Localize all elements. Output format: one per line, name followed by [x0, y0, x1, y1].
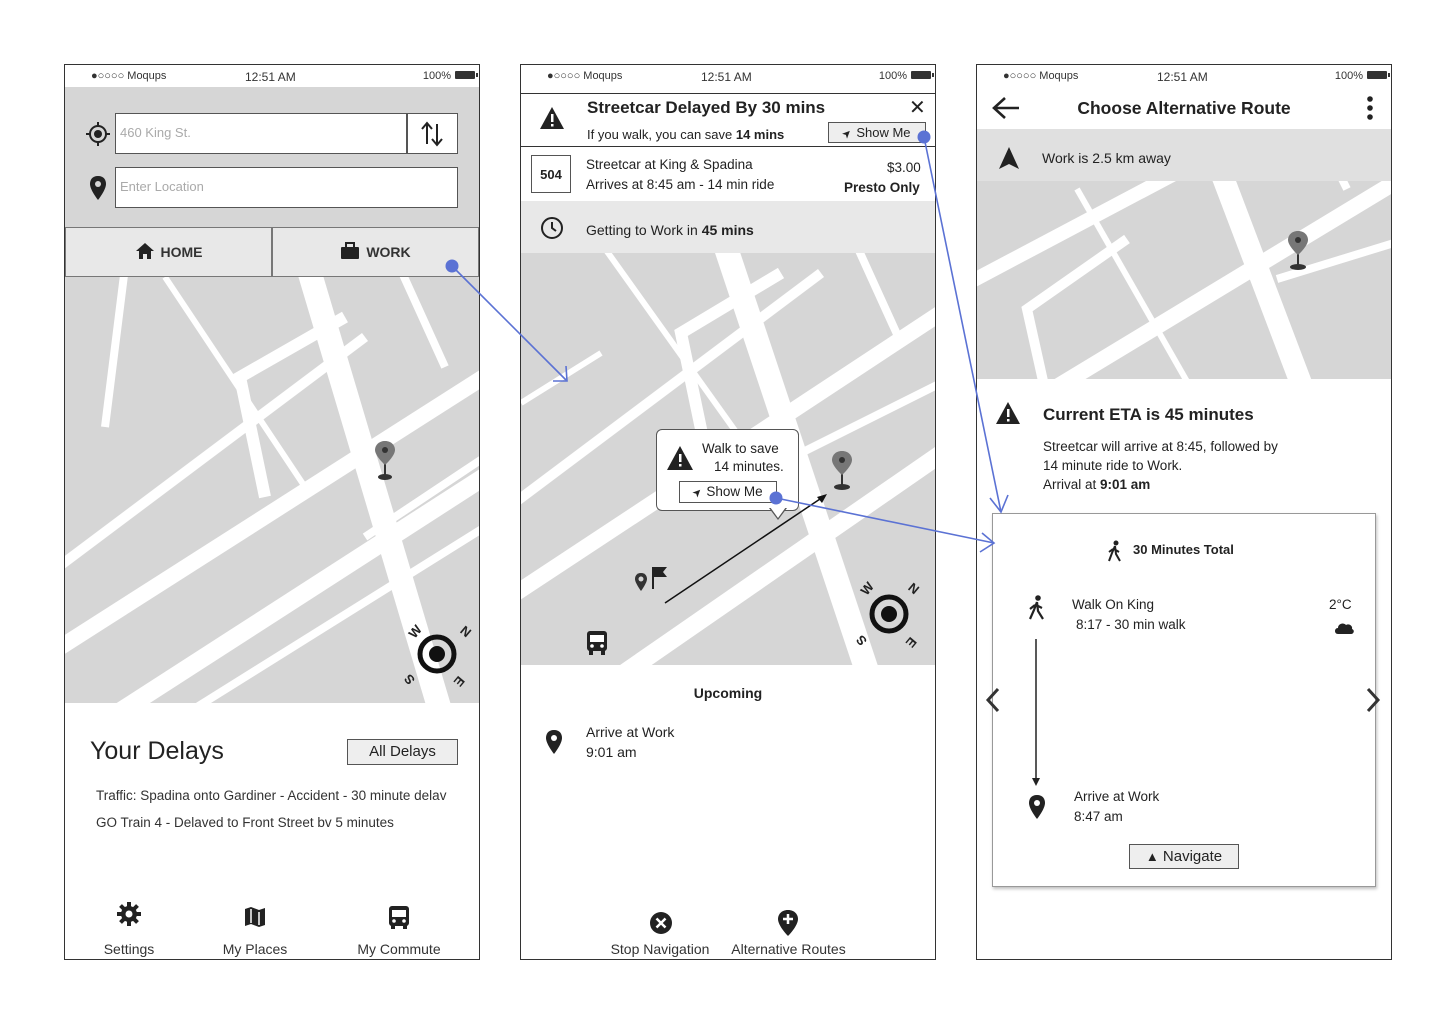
navigate-button[interactable] [1129, 844, 1239, 869]
battery-label: 100% [1334, 70, 1363, 82]
eta-line3-prefix: Arrival at [1043, 477, 1101, 492]
total-time: 30 Minutes Total [1133, 542, 1234, 557]
upcoming-title: Upcoming [693, 685, 763, 701]
compass-n: N [905, 579, 923, 598]
compass-e: E [450, 673, 468, 690]
status-bar [521, 65, 935, 87]
screen-navigation [520, 64, 936, 960]
clock: 12:51 AM [1157, 70, 1208, 84]
compass-s: S [400, 671, 418, 688]
compass-e: E [902, 634, 920, 651]
alternative-routes-label: Alternative Routes [731, 941, 846, 957]
route-price: $3.00 [887, 160, 921, 175]
destination-pin-icon [89, 175, 107, 201]
screen-alternative-route [976, 64, 1392, 960]
compass[interactable] [395, 612, 475, 692]
status-bar [65, 65, 479, 87]
walk-icon [1028, 595, 1046, 621]
battery-icon [455, 71, 475, 79]
step2-line2: 8:47 am [1074, 809, 1123, 824]
eta-text-bold: 45 mins [701, 222, 754, 238]
send-icon: ➤ [840, 126, 856, 142]
popup-line2: 14 minutes. [714, 459, 784, 474]
warning-icon [995, 401, 1021, 425]
my-location-icon[interactable] [86, 122, 110, 146]
compass-s: S [852, 632, 870, 649]
my-places-label: My Places [222, 941, 288, 957]
upcoming-line2: 9:01 am [586, 744, 637, 760]
add-location-icon [777, 909, 799, 937]
start-flag-icon [633, 563, 677, 599]
walk-icon [1107, 540, 1123, 562]
stop-navigation-button[interactable] [605, 909, 715, 959]
swap-icon [408, 114, 457, 153]
settings-nav-button[interactable] [89, 899, 169, 959]
battery-label: 100% [878, 70, 907, 82]
show-me-button[interactable] [828, 122, 926, 143]
fare-note: Presto Only [844, 180, 920, 195]
temperature: 2°C [1329, 597, 1352, 612]
show-me-label: Show Me [856, 125, 911, 140]
home-shortcut-button[interactable] [65, 227, 272, 277]
compass-n: N [457, 622, 475, 641]
destination-input[interactable]: Enter Location [115, 167, 458, 208]
eta-text-prefix: Getting to Work in [586, 222, 702, 238]
status-bar [977, 65, 1391, 87]
clock: 12:51 AM [701, 70, 752, 84]
route-line2: Arrives at 8:45 am - 14 min ride [586, 177, 775, 192]
navigation-arrow-icon [998, 146, 1020, 170]
navigation-arrow-icon: ▲ [1145, 849, 1159, 864]
alert-subtitle [587, 127, 784, 142]
all-delays-button[interactable]: All Delays [347, 739, 458, 765]
map-view[interactable] [65, 277, 479, 703]
eta-line1: Streetcar will arrive at 8:45, followed by [1043, 439, 1278, 454]
my-commute-label: My Commute [357, 941, 441, 957]
eta-line3 [1043, 477, 1150, 492]
location-pin-icon[interactable] [373, 439, 397, 481]
bus-icon [387, 905, 411, 931]
battery-label: 100% [422, 70, 451, 82]
origin-input[interactable]: 460 King St. [115, 113, 407, 154]
distance-text: Work is 2.5 km away [1042, 150, 1171, 166]
navigate-label: Navigate [1162, 848, 1223, 865]
carrier-label: ●○○○○ Moqups [91, 70, 167, 82]
more-options-icon[interactable] [1366, 95, 1374, 123]
route-option-card[interactable] [992, 513, 1376, 887]
briefcase-icon [340, 242, 360, 260]
home-label: HOME [160, 244, 203, 260]
send-icon: ➤ [690, 485, 706, 501]
gear-icon [116, 901, 142, 927]
cloud-icon [1333, 621, 1355, 635]
settings-label: Settings [103, 941, 155, 957]
popup-pointer-fill [770, 507, 786, 518]
carrier-label: ●○○○○ Moqups [1003, 70, 1079, 82]
my-places-nav-button[interactable] [215, 899, 295, 959]
alert-title: Streetcar Delayed By 30 mins [587, 98, 826, 117]
location-pin-icon [1028, 794, 1046, 820]
eta-title: Current ETA is 45 minutes [1043, 405, 1254, 424]
compass-w: W [857, 578, 877, 599]
bus-icon [585, 629, 609, 657]
delays-title: Your Delays [90, 737, 224, 765]
step2-line1: Arrive at Work [1074, 789, 1160, 804]
step1-line1: Walk On King [1072, 597, 1155, 612]
location-pin-icon [545, 729, 563, 755]
chevron-right-icon[interactable] [1365, 687, 1381, 713]
step1-line2: 8:17 - 30 min walk [1076, 617, 1186, 632]
delay-item[interactable]: Traffic: Spadina onto Gardiner - Accident - 30 minute delav [96, 788, 447, 803]
carrier-label: ●○○○○ Moqups [547, 70, 623, 82]
route-number-badge: 504 [531, 155, 571, 193]
battery-icon [911, 71, 931, 79]
clock: 12:51 AM [245, 70, 296, 84]
popup-show-me-label: Show Me [706, 484, 763, 499]
home-icon [135, 242, 155, 260]
eta-line3-bold: 9:01 am [1100, 477, 1151, 492]
eta-line2: 14 minute ride to Work. [1043, 458, 1183, 473]
alert-subtitle-bold: 14 mins [735, 127, 785, 142]
route-line1: Streetcar at King & Spadina [586, 157, 753, 172]
distance-bar [977, 129, 1391, 181]
eta-text [586, 222, 754, 238]
my-commute-nav-button[interactable] [349, 899, 449, 959]
warning-icon [666, 445, 694, 471]
battery-icon [1367, 71, 1387, 79]
destination-pin-icon[interactable] [829, 449, 855, 491]
upcoming-line1: Arrive at Work [586, 724, 675, 740]
screen-home [64, 64, 480, 960]
close-icon[interactable]: ✕ [909, 97, 926, 119]
popup-show-me-button[interactable] [679, 481, 777, 503]
clock-icon [540, 216, 564, 240]
page-title: Choose Alternative Route [1077, 98, 1291, 118]
map-icon [243, 905, 267, 929]
alert-subtitle-text: If you walk, you can save [587, 127, 736, 142]
compass[interactable] [851, 575, 931, 655]
stop-navigation-label: Stop Navigation [610, 941, 710, 957]
swap-button[interactable] [407, 113, 458, 154]
warning-icon [539, 106, 565, 130]
chevron-left-icon[interactable] [985, 687, 1001, 713]
route-timeline-line [1029, 639, 1043, 787]
delay-item[interactable]: GO Train 4 - Delaved to Front Street bv 5 minutes [96, 815, 394, 830]
alternative-routes-button[interactable] [726, 907, 851, 959]
work-shortcut-button[interactable] [272, 227, 479, 277]
cancel-icon [649, 911, 673, 935]
work-label: WORK [366, 244, 411, 260]
popup-line1: Walk to save [702, 441, 779, 456]
destination-pin-icon[interactable] [1285, 229, 1311, 271]
compass-w: W [405, 621, 425, 642]
